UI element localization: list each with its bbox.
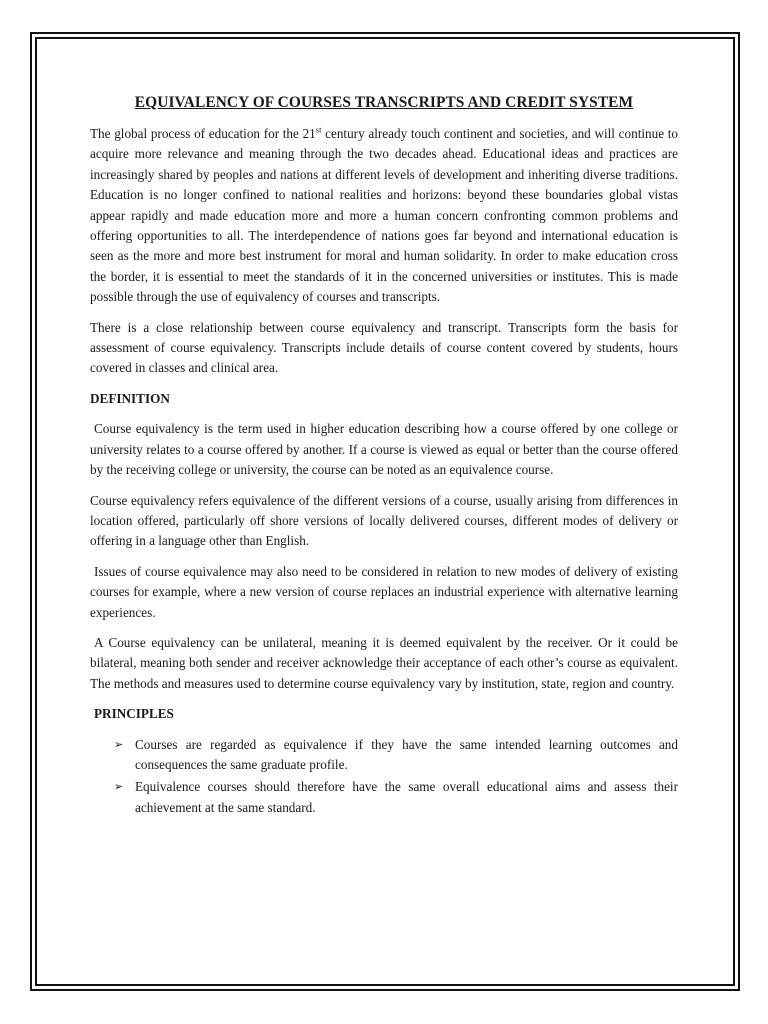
document-body: [90, 92, 678, 820]
relationship-paragraph: There is a close relationship between course equivalency and transcript. Transcripts form the basis for assessment of course equivalency. Transcripts include details of course content covered by students, hours covered in classes and clinical area.: [90, 319, 678, 376]
arrow-bullet-icon: ➢: [114, 738, 124, 751]
arrow-bullet-icon: ➢: [114, 781, 124, 794]
definition-text-3: Issues of course equivalence may also need to be considered in relation to new modes of delivery of existing courses for example, where a new version of course replaces an industrial experience with alternative learning experiences.: [90, 563, 678, 620]
principles-heading: PRINCIPLES: [94, 706, 174, 722]
definition-text-1: Course equivalency is the term used in higher education describing how a course offered by one college or university relates to a course offered by another. If a course is viewed as equal or better than the course offered by the receiving college or university, the course can be noted as an equivalence course.: [90, 421, 678, 478]
intro-paragraph: [90, 124, 678, 308]
definition-paragraph-3: [90, 562, 678, 623]
list-item: [90, 777, 678, 818]
intro-superscript: st: [315, 124, 322, 135]
definition-paragraph-4: [90, 633, 678, 694]
principle-text: Equivalence courses should therefore have the same overall educational aims and assess their achievement at the same standard.: [135, 779, 678, 815]
definition-heading: DEFINITION: [90, 390, 170, 406]
document-title: EQUIVALENCY OF COURSES TRANSCRIPTS AND CREDIT SYSTEM: [134, 94, 634, 111]
intro-text-start: The global process of education for the 21: [90, 126, 316, 141]
intro-text-rest: century already touch continent and societies, and will continue to acquire more relevance and meaning through the two decades ahead. Educational ideas and practices are increasingly shared by peoples and nations at different levels of development and inheriting diverse traditions. Education is no longer confined to national realities and horizons: beyond these boundaries global vistas appear rapidly and made education more and more a human concern confronting common problems and offering opportunities to all. The interdependence of nations goes far beyond and international education is seen as the more and more best instrument for moral and human solidarity. In order to make education cross the border, it is essential to meet the standards of it in the concerned universities or institutes. This is made possible through the use of equivalency of courses and transcripts.: [90, 126, 679, 305]
definition-paragraph-2: Course equivalency refers equivalence of the different versions of a course, usually arising from differences in location offered, particularly off shore versions of locally delivered courses, different modes of delivery or offering in a language other than English.: [90, 492, 678, 549]
principles-list: [90, 735, 678, 819]
principle-text: Courses are regarded as equivalence if they have the same intended learning outcomes and consequences the same graduate profile.: [135, 736, 678, 772]
definition-paragraph-1: [90, 419, 678, 480]
list-item: [90, 735, 678, 776]
definition-text-4: A Course equivalency can be unilateral, meaning it is deemed equivalent by the receiver. Or it could be bilateral, meaning both sender and receiver acknowledge their acceptance of each other’s course as equivalent. The methods and measures used to determine course equivalency vary by institution, state, region and country.: [90, 634, 678, 691]
